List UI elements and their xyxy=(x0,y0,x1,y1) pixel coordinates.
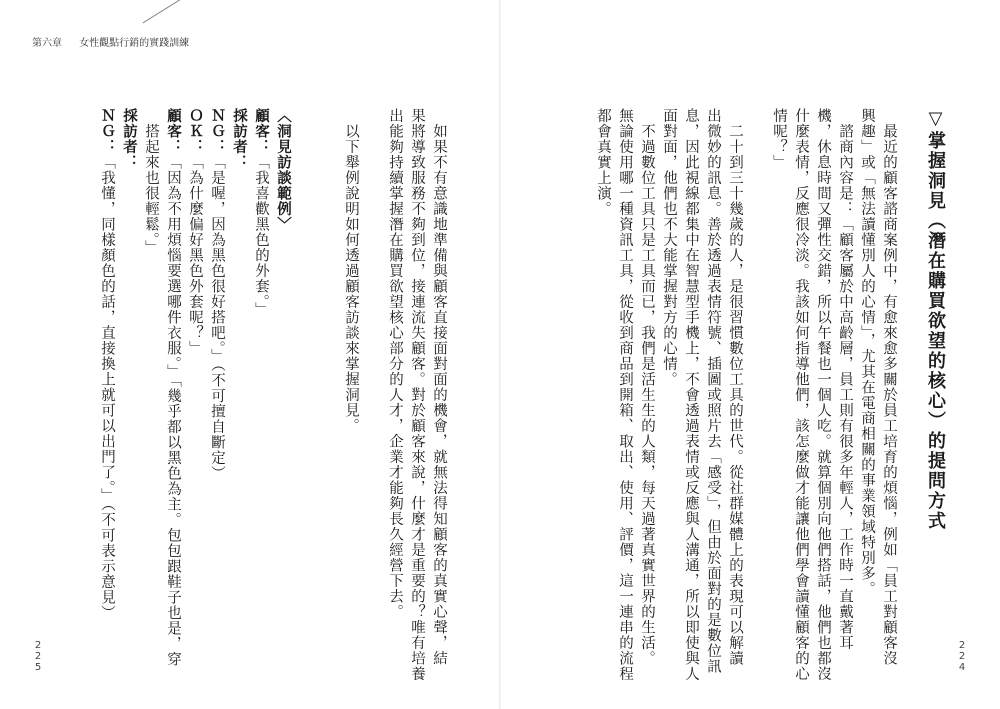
speaker-label: ＮＧ： xyxy=(209,108,225,155)
dialog-text: 「為什麼偏好黑色外套呢？」 xyxy=(187,154,203,356)
right-line: 面對面，他們也不大能掌握對方的心情。 xyxy=(661,108,677,387)
chapter-label: 第六章 xyxy=(32,38,62,49)
left-line: 以下舉例說明如何透過顧客訪談來掌握洞見。 xyxy=(343,108,359,434)
right-line: 無論使用哪一種資訊工具，從收到商品到開箱、取出、使用、評價，這一連串的流程 xyxy=(617,108,633,682)
right-line: 息，因此視線都集中在智慧型手機上，不會透過表情或反應與人溝通，所以即使與人 xyxy=(683,108,699,682)
right-line: 出微妙的訊息。善於透過表情符號、插圖或照片去「感受」，但由於面對的是數位訊 xyxy=(705,108,721,675)
chapter-title: 女性觀點行銷的實踐訓練 xyxy=(79,38,190,49)
left-line xyxy=(318,108,340,668)
left-line: 果將導致服務不夠到位，接連流失顧客。對於顧客來說，什麼才是重要的？唯有培養 xyxy=(409,108,425,682)
right-line: 情呢？」 xyxy=(771,108,787,170)
dialog-line xyxy=(140,108,162,668)
page-number-left: 225 xyxy=(34,640,42,673)
right-line: 什麼表情，反應很冷淡。我該如何指導他們，該怎麼做才能讓他們學會讀懂顧客的心 xyxy=(793,108,809,682)
right-line: 興趣」或「無法讀懂別人的心情」，尤其在電商相關的事業領域特別多。 xyxy=(859,108,875,597)
example-title: 〈洞見訪談範例〉 xyxy=(275,108,291,232)
right-line: 最近的顧客諮商案例中，有愈來愈多關於員工培育的煩惱，例如「員工對顧客沒 xyxy=(881,108,897,666)
right-line: 不過數位工具只是工具而已，我們是活生生的人類，每天過著真實世界的生活。 xyxy=(639,108,655,666)
dialog-text: 「是喔，因為黑色很好搭吧。」（不可擅自斷定） xyxy=(209,154,225,481)
speaker-label: 顧客： xyxy=(253,108,269,155)
dialog-text: 搭起來也很輕鬆。」 xyxy=(143,108,159,256)
corner-decoration xyxy=(143,0,186,23)
speaker-label: 顧客： xyxy=(165,108,181,155)
speaker-label: 採訪者： xyxy=(121,108,137,170)
right-line xyxy=(746,108,768,668)
left-page-body xyxy=(300,108,450,682)
dialog-line xyxy=(250,108,272,668)
interview-example xyxy=(44,108,294,668)
right-line: 都會真實上演。 xyxy=(595,108,611,217)
section-heading: ▽掌握洞見（潛在購買欲望的核心）的提問方式 xyxy=(925,108,946,531)
right-line: 二十到三十幾歲的人，是很習慣數位工具的世代。從社群媒體上的表現可以解讀 xyxy=(727,108,743,666)
dialog-line xyxy=(118,108,140,668)
page-number-right: 224 xyxy=(958,640,966,673)
dialog-line xyxy=(184,108,206,668)
dialog-line xyxy=(206,108,228,668)
left-line: 出能夠持續掌握潛在購買欲望核心部分的人才，企業才能夠長久經營下去。 xyxy=(387,108,403,620)
speaker-label: ＮＧ： xyxy=(99,108,115,155)
dialog-line xyxy=(96,108,118,668)
speaker-label: ＯＫ： xyxy=(187,108,203,155)
right-line: 諮商內容是：「顧客屬於中高齡層，員工則有很多年輕人，工作時一直戴著耳 xyxy=(837,108,853,651)
dialog-text: 「因為不用煩惱要選哪件衣服。」「幾乎都以黑色為主。包包跟鞋子也是，穿 xyxy=(165,154,181,667)
running-header xyxy=(32,34,203,49)
left-line: 如果不有意識地準備與顧客直接面對面的機會，就無法得知顧客的真實心聲，結 xyxy=(431,108,447,666)
left-line xyxy=(362,108,384,668)
right-line: 機，休息時間又彈性交錯，所以午餐也一個人吃。就算個別向他們搭話，他們也都沒 xyxy=(815,108,831,682)
dialog-text: 「我懂，同樣顏色的話，直接換上就可以出門了。」（不可表示意見） xyxy=(99,154,115,621)
dialog-line xyxy=(162,108,184,668)
speaker-label: 採訪者： xyxy=(231,108,247,170)
dialog-line xyxy=(228,108,250,668)
right-page-body xyxy=(570,108,900,682)
dialog-text: 「我喜歡黑色的外套。」 xyxy=(253,154,269,318)
page-gutter xyxy=(499,0,501,709)
